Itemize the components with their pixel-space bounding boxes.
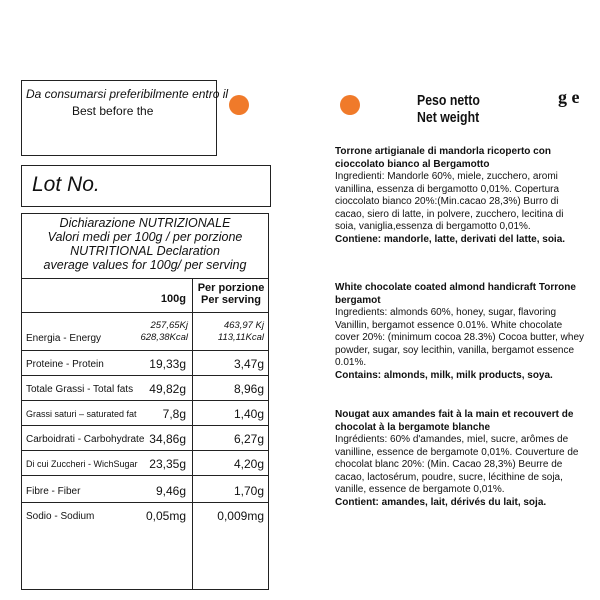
col-100g-header: 100g [160, 293, 186, 305]
energy-serving [196, 320, 264, 344]
french-section [335, 409, 585, 509]
nutrition-heading-line: Dichiarazione NUTRIZIONALE [59, 216, 231, 230]
fiber-100g: 9,46g [155, 484, 186, 498]
row-label-sodium: Sodio - Sodium [26, 511, 95, 522]
row-label-saturated-fat: Grassi saturi – saturated fat [26, 409, 137, 419]
net-weight-label [417, 92, 480, 126]
divider [22, 312, 268, 313]
fiber-serving: 1,70g [233, 484, 264, 498]
divider [22, 400, 268, 401]
divider [22, 350, 268, 351]
row-label-fiber: Fibre - Fiber [26, 486, 81, 497]
row-label-carbohydrate: Carboidrati - Carbohydrate [26, 434, 145, 445]
net-weight-it: Peso netto [417, 92, 480, 109]
total-fats-100g: 49,82g [149, 382, 186, 396]
total-fats-serving: 8,96g [233, 382, 264, 396]
saturated-fat-100g: 7,8g [162, 407, 186, 421]
col-serving-header: Per porzione Per serving [197, 282, 265, 306]
french-title: Nougat aux amandes fait à la main et recouvert de chocolat à la bergamote blanche [335, 409, 574, 433]
nutrition-heading-line: NUTRITIONAL Declaration [70, 244, 220, 258]
divider [192, 278, 193, 589]
lot-box [21, 165, 271, 207]
protein-100g: 19,33g [149, 357, 186, 371]
english-section [335, 282, 585, 382]
nutrition-heading-line: average values for 100g/ per serving [43, 258, 247, 272]
lot-label: Lot No. [32, 173, 100, 196]
italian-ingredients: Ingredienti: Mandorle 60%, miele, zucchero, aromi vanillina, essenza di bergamotto 0,01%. Copertura cioccolato bianco 20%:(Min.cacao 28,3%) Burro di cacao, siero di latte, in polvere, zucchero, lecitina di soia, vaniglia,essenza di bergamotto 0,01%. [335, 171, 564, 232]
best-before-box [21, 80, 229, 156]
best-before-it: Da consumarsi preferibilmente entro il [26, 87, 229, 101]
row-label-protein: Proteine - Protein [26, 359, 104, 370]
divider [22, 502, 268, 503]
weight-unit: g e [558, 87, 580, 107]
net-weight-en: Net weight [417, 109, 480, 126]
divider [22, 425, 268, 426]
divider [22, 450, 268, 451]
row-label-energy: Energia - Energy [26, 333, 102, 344]
energy-100g-value: 257,65Kj 628,38Kcal [140, 320, 188, 343]
english-title: White chocolate coated almond handicraft Torrone bergamot [335, 282, 576, 306]
row-label-sugar: Di cui Zuccheri - WichSugar [26, 459, 138, 469]
carbohydrate-serving: 6,27g [233, 432, 264, 446]
nutrition-heading [22, 216, 268, 272]
nutrition-heading-line: Valori medi per 100g / per porzione [47, 230, 243, 244]
saturated-fat-serving: 1,40g [233, 407, 264, 421]
italian-title: Torrone artigianale di mandorla ricoperto con cioccolato bianco al Bergamotto [335, 146, 551, 170]
english-ingredients: Ingredients: almonds 60%, honey, sugar, flavoring Vanillin, bergamot essence 0.01%. White chocolate cover 20%: (minimum cocoa 28.3%) Cocoa butter, whey powder, sugar, soy lecithin, vanilla, bergamot essence 0.01%. [335, 307, 584, 368]
divider [22, 375, 268, 376]
sugar-100g: 23,35g [149, 457, 186, 471]
italian-contains: Contiene: mandorle, latte, derivati del latte, soia. [335, 233, 566, 245]
carbohydrate-100g: 34,86g [149, 432, 186, 446]
energy-100g [120, 320, 188, 344]
french-ingredients: Ingrédients: 60% d'amandes, miel, sucre, arômes de vanilline, essence de bergamote 0,01%. Couverture de chocolat blanc 20%: (Min. Cacao 28,3%) Beurre de cacao, lactosérum, poudre, sucre, lécithine de soja, vanille, essence de bergamote 0,01%. [335, 434, 579, 495]
divider [22, 278, 268, 279]
sodium-serving: 0,009mg [217, 509, 264, 523]
best-before-en: Best before the [72, 104, 154, 118]
divider [22, 475, 268, 476]
sodium-100g: 0,05mg [145, 509, 186, 523]
orange-dot-left [229, 95, 249, 115]
italian-section [335, 146, 585, 246]
protein-serving: 3,47g [233, 357, 264, 371]
french-contains: Contient: amandes, lait, dérivés du lait, soja. [335, 496, 547, 508]
orange-dot-right [340, 95, 360, 115]
row-label-total-fats: Totale Grassi - Total fats [26, 384, 134, 395]
nutrition-table [21, 213, 269, 590]
english-contains: Contains: almonds, milk, milk products, soya. [335, 369, 553, 381]
sugar-serving: 4,20g [233, 457, 264, 471]
energy-serving-value: 463,97 Kj 113,11Kcal [217, 320, 264, 343]
